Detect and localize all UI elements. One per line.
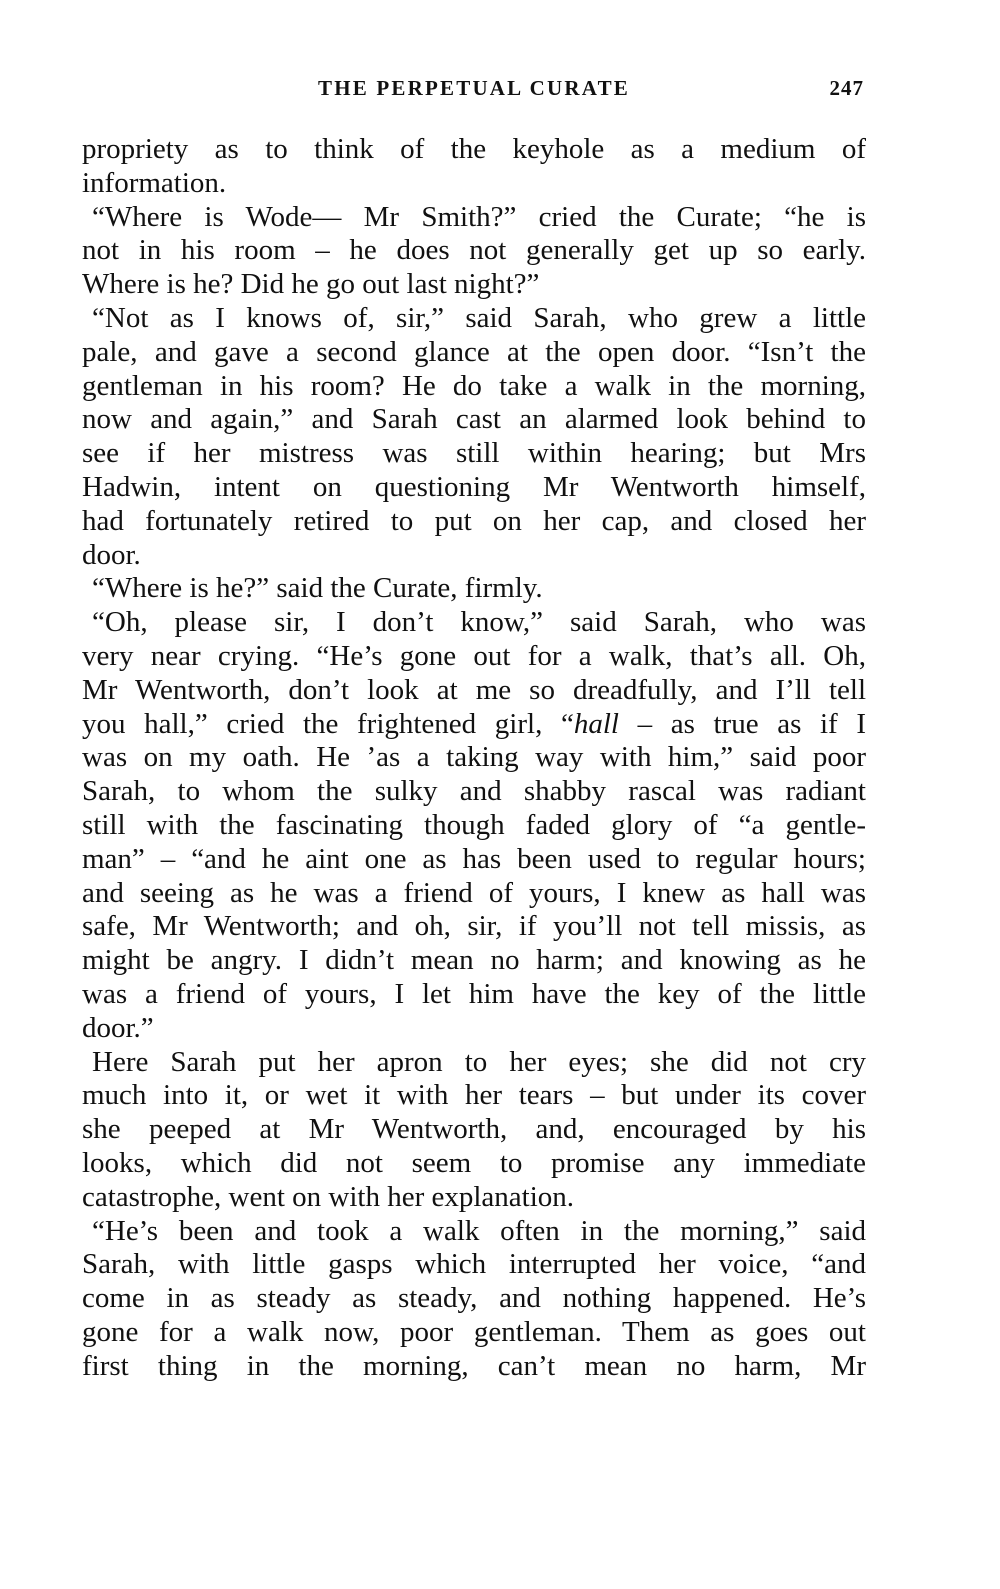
text-line: Here Sarah put her apron to her eyes; she did not cry xyxy=(92,1045,866,1078)
italic-word: hall xyxy=(573,707,619,740)
text-line: not in his room – he does not generally get up so early. xyxy=(82,234,866,267)
text-line: “Where is he?” said the Curate, firmly. xyxy=(92,572,543,605)
text-line-with-italic xyxy=(82,708,866,742)
text-line: first thing in the morning, can’t mean no harm, Mr xyxy=(82,1349,866,1382)
text-line: Hadwin, intent on questioning Mr Wentworth himself, xyxy=(82,470,866,503)
text-line: gentleman in his room? He do take a walk in the morning, xyxy=(82,369,866,402)
text-line: very near crying. “He’s gone out for a walk, that’s all. Oh, xyxy=(82,639,866,672)
text-line: Mr Wentworth, don’t look at me so dreadfully, and I’ll tell xyxy=(82,673,866,706)
text-line: see if her mistress was still within hearing; but Mrs xyxy=(82,437,866,470)
text-line: catastrophe, went on with her explanation. xyxy=(82,1180,575,1213)
text-segment: you hall,” cried the frightened girl, “ xyxy=(82,707,574,740)
text-line: was a friend of yours, I let him have the key of the little xyxy=(82,977,866,1010)
running-head xyxy=(82,76,866,104)
text-line: “Oh, please sir, I don’t know,” said Sarah, who was xyxy=(92,606,866,639)
text-line: might be angry. I didn’t mean no harm; and knowing as he xyxy=(82,944,866,977)
text-line: propriety as to think of the keyhole as a medium of xyxy=(82,133,866,165)
text-line: Sarah, to whom the sulky and shabby rascal was radiant xyxy=(82,775,866,808)
text-line: information. xyxy=(82,166,227,199)
text-line: now and again,” and Sarah cast an alarmed look behind to xyxy=(82,403,866,436)
text-line: Where is he? Did he go out last night?” xyxy=(82,268,540,301)
text-line: pale, and gave a second glance at the open door. “Isn’t the xyxy=(82,335,866,368)
body-text xyxy=(82,133,866,1383)
text-line: she peeped at Mr Wentworth, and, encouraged by his xyxy=(82,1113,866,1146)
text-line: looks, which did not seem to promise any immediate xyxy=(82,1146,866,1179)
text-line: had fortunately retired to put on her cap, and closed her xyxy=(82,504,866,537)
running-title: THE PERPETUAL CURATE xyxy=(318,76,630,100)
text-line: still with the fascinating though faded glory of “a gentle- xyxy=(82,808,866,841)
text-line: Sarah, with little gasps which interrupted her voice, “and xyxy=(82,1248,866,1281)
text-line: “Not as I knows of, sir,” said Sarah, who grew a little xyxy=(92,301,866,334)
text-line: gone for a walk now, poor gentleman. Them as goes out xyxy=(82,1315,866,1348)
text-segment: – as true as if I xyxy=(618,707,866,740)
text-line: door. xyxy=(82,538,141,571)
text-line: man” – “and he aint one as has been used to regular hours; xyxy=(82,842,866,875)
text-line: “Where is Wode— Mr Smith?” cried the Curate; “he is xyxy=(92,200,866,233)
text-line: was on my oath. He ’as a taking way with him,” said poor xyxy=(82,741,866,774)
text-line: safe, Mr Wentworth; and oh, sir, if you’ll not tell missis, as xyxy=(82,910,866,943)
text-line: come in as steady as steady, and nothing happened. He’s xyxy=(82,1282,866,1315)
page-number: 247 xyxy=(829,76,864,100)
text-line: and seeing as he was a friend of yours, I knew as hall was xyxy=(82,876,866,909)
text-line: door.” xyxy=(82,1011,154,1044)
text-line: much into it, or wet it with her tears – but under its cover xyxy=(82,1079,866,1112)
text-line: “He’s been and took a walk often in the morning,” said xyxy=(92,1214,866,1247)
